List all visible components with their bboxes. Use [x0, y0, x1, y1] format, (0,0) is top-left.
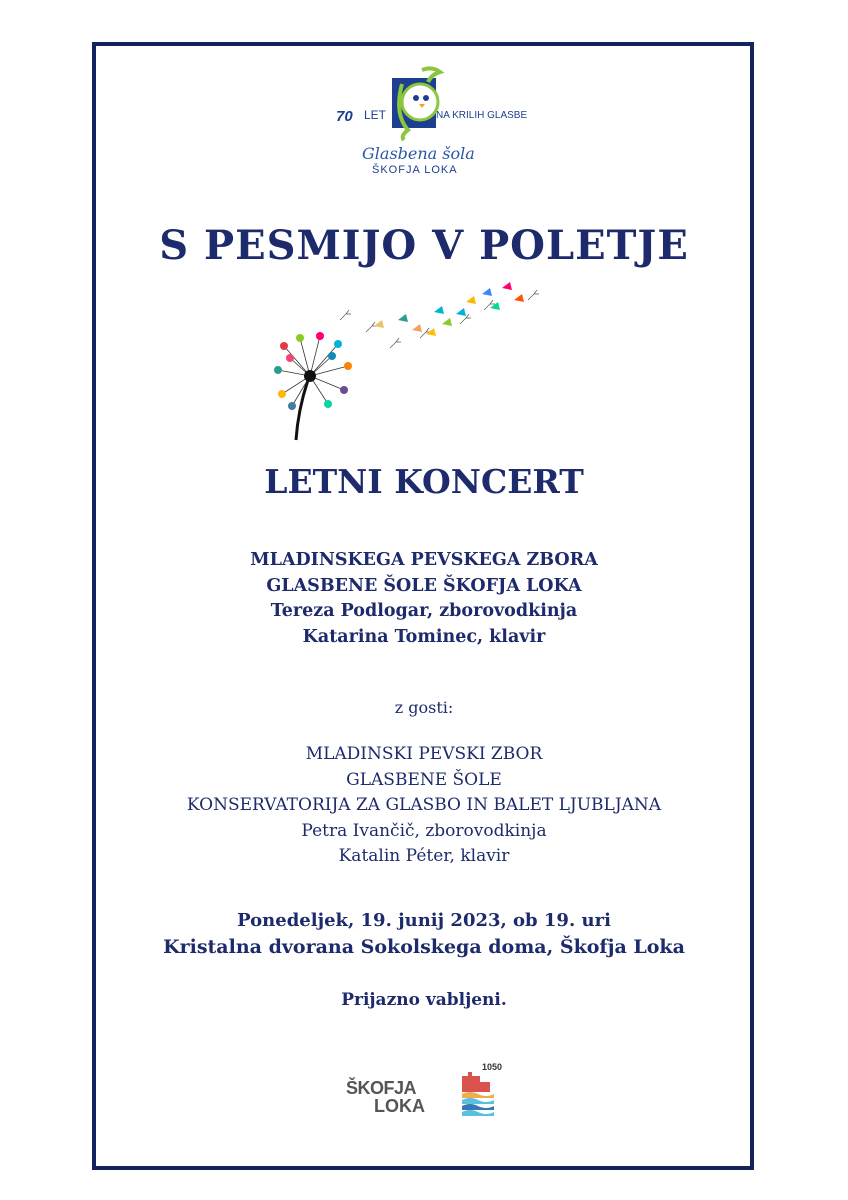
host-pianist: Katarina Tominec, klavir [302, 626, 546, 647]
castle-waves-icon [458, 1062, 502, 1120]
concert-title: LETNI KONCERT [264, 462, 584, 501]
guest-choir-line: KONSERVATORIJA ZA GLASBO IN BALET LJUBLJANA [186, 795, 662, 815]
logo-let: LET [364, 108, 387, 122]
host-conductor: Tereza Podlogar, zborovodkinja [270, 601, 578, 621]
host-choir-line: GLASBENE ŠOLE ŠKOFJA LOKA [266, 575, 582, 596]
logo-town: ŠKOFJA LOKA [372, 164, 458, 176]
anniversary-logo [458, 1062, 502, 1120]
guest-pianist: Katalin Péter, klavir [338, 846, 510, 866]
town-logo-line1: ŠKOFJA [346, 1078, 417, 1098]
event-venue: Kristalna dvorana Sokolskega doma, Škofja Loka [163, 936, 685, 958]
guest-choir-line: MLADINSKI PEVSKI ZBOR [305, 744, 543, 764]
event-title: S PESMIJO V POLETJE [159, 222, 689, 269]
event-date: Ponedeljek, 19. junij 2023, ob 19. uri [237, 910, 611, 931]
guest-choir-line: GLASBENE ŠOLE [346, 769, 502, 790]
dandelion-butterflies-illustration [270, 280, 560, 445]
logo-school-name: Glasbena šola [362, 144, 475, 163]
guests-label: z gosti: [394, 698, 454, 717]
guest-choir-block [0, 742, 848, 870]
anniversary-number: 1050 [482, 1062, 503, 1072]
town-logo-line2: LOKA [374, 1096, 425, 1116]
logo-slogan: NA KRILIH GLASBE [436, 110, 528, 121]
logo-years: 70 [336, 108, 353, 125]
skofja-loka-logo [346, 1074, 450, 1124]
host-choir-line: MLADINSKEGA PEVSKEGA ZBORA [250, 550, 598, 570]
invitation-text: Prijazno vabljeni. [341, 990, 507, 1010]
school-logo [336, 64, 528, 184]
host-choir-block [0, 548, 848, 650]
guest-conductor: Petra Ivančič, zborovodkinja [301, 820, 547, 841]
